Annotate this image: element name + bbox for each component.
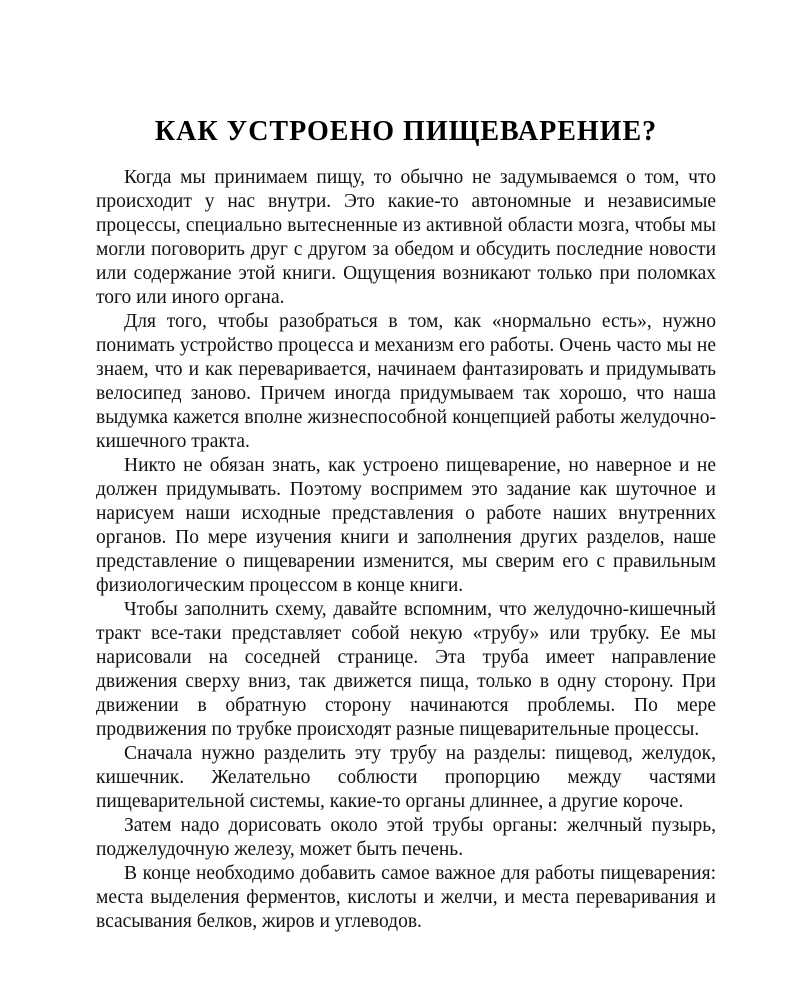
page-title: КАК УСТРОЕНО ПИЩЕВАРЕНИЕ? xyxy=(154,116,658,147)
paragraph-6: Затем надо дорисовать около этой трубы органы: желчный пузырь, поджелудочную железу, может быть печень. xyxy=(96,815,716,860)
paragraph-2: Для того, чтобы разобраться в том, как «нормально есть», нужно понимать устройство процесса и механизм его работы. Очень часто мы не знаем, что и как переваривается, начинаем фантазировать и придумывать велосипед заново. Причем иногда придумываем так хорошо, что наша выдумка кажется вполне жизнеспособной концепцией работы желудочно-кишечного тракта. xyxy=(96,311,716,452)
paragraph-1: Когда мы принимаем пищу, то обычно не задумываемся о том, что происходит у нас внутри. Это какие-то автономные и независимые процессы, специально вытесненные из активной области мозга, чтобы мы могли поговорить друг с другом за обедом и обсудить последние новости или содержание этой книги. Ощущения возникают только при поломках того или иного органа. xyxy=(96,167,716,308)
body-text xyxy=(96,166,716,934)
paragraph-3: Никто не обязан знать, как устроено пищеварение, но наверное и не должен придумывать. Поэтому воспримем это задание как шуточное и нарисуем наши исходные представления о работе наших внутренних органов. По мере изучения книги и заполнения других разделов, наше представление о пищеварении изменится, мы сверим его с правильным физиологическим процессом в конце книги. xyxy=(96,455,716,596)
paragraph-4: Чтобы заполнить схему, давайте вспомним, что желудочно-кишечный тракт все-таки представляет собой некую «трубу» или трубку. Ее мы нарисовали на соседней странице. Эта труба имеет направление движения сверху вниз, так движется пища, только в одну сторону. При движении в обратную сторону начинаются проблемы. По мере продвижения по трубке происходят разные пищеварительные процессы. xyxy=(96,599,716,740)
book-page xyxy=(96,100,716,960)
paragraph-5: Сначала нужно разделить эту трубу на разделы: пищевод, желудок, кишечник. Желательно соблюсти пропорцию между частями пищеварительной системы, какие-то органы длиннее, а другие короче. xyxy=(96,743,716,812)
paragraph-7: В конце необходимо добавить самое важное для работы пищеварения: места выделения ферментов, кислоты и желчи, и места переваривания и всасывания белков, жиров и углеводов. xyxy=(96,863,716,932)
